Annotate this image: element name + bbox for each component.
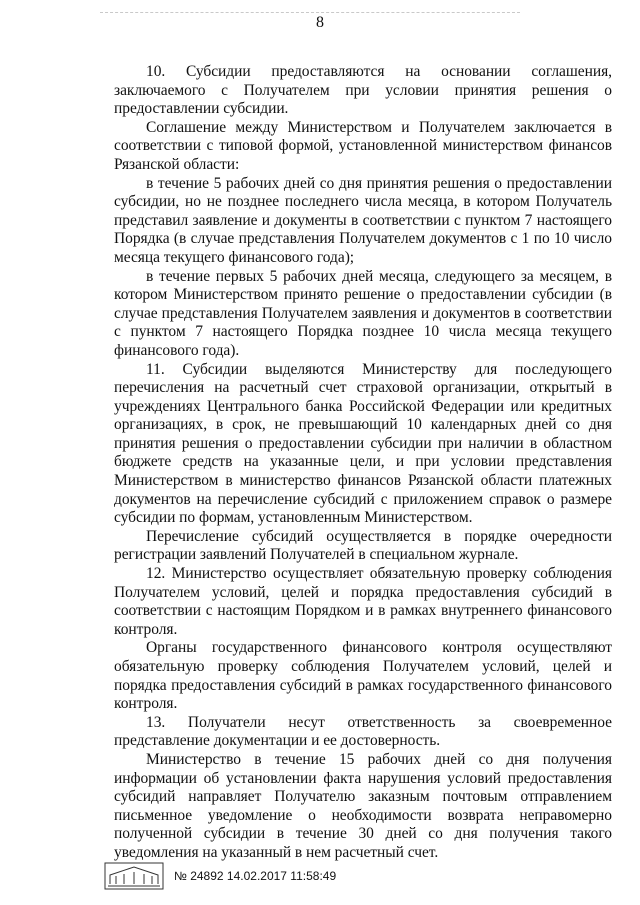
registration-footer xyxy=(104,862,336,890)
paragraph-return: Министерство в течение 15 рабочих дней со дня получения информации об установлении факта нарушения условий предоставления субсидий направляет Получателю заказным почтовым отправлением письменное уведомление о необходимости возврата неправомерно полученной субсидии в течение 30 дней со дня получения такого уведомления на указанный в нем расчетный счет. xyxy=(114,750,612,861)
paragraph-agreement: Соглашение между Министерством и Получателем заключается в соответствии с типовой формой, установленной министерством финансов Рязанской области: xyxy=(114,118,612,173)
paragraph-control: Органы государственного финансового контроля осуществляют обязательную проверку соблюдения Получателем условий, целей и порядка предоставления субсидий в рамках государственного финансового контроля. xyxy=(114,639,612,713)
paragraph-term-2: в течение первых 5 рабочих дней месяца, следующего за месяцем, в котором Министерством принято решение о предоставлении субсидии (в случае представления Получателем заявления и документов в соответствии с пунктом 7 настоящего Порядка позднее 10 числа месяца текущего финансового года). xyxy=(114,267,612,359)
paragraph-13: 13. Получатели несут ответственность за своевременное представление документации и ее достоверность. xyxy=(114,713,612,750)
paragraph-term-1: в течение 5 рабочих дней со дня принятия решения о предоставлении субсидии, но не позднее последнего числа месяца, в котором Получатель представил заявление и документы в соответствии с пунктом 7 настоящего Порядка (в случае представления Получателем документов с 1 по 10 число месяца текущего финансового года); xyxy=(114,174,612,266)
building-stamp-icon xyxy=(104,862,164,890)
paragraph-11: 11. Субсидии выделяются Министерству для последующего перечисления на расчетный счет страховой организации, открытый в учреждениях Центрального банка Российской Федерации или кредитных организациях, в срок, не превышающий 10 календарных дней со дня принятия решения о предоставлении субсидии при наличии в областном бюджете средств на указанные цели, и при условии представления Министерством в министерство финансов Рязанской области платежных документов на перечисление субсидий с приложением справок о размере субсидии по формам, установленным Министерством. xyxy=(114,360,612,527)
paragraph-transfer: Перечисление субсидий осуществляется в порядке очередности регистрации заявлений Получателей в специальном журнале. xyxy=(114,527,612,564)
page-number: 8 xyxy=(316,14,324,31)
paragraph-10: 10. Субсидии предоставляются на основании соглашения, заключаемого с Получателем при условии принятия решения о предоставлении субсидии. xyxy=(114,63,612,118)
paragraph-12: 12. Министерство осуществляет обязательную проверку соблюдения Получателем условий, целей и порядка предоставления субсидий в соответствии с настоящим Порядком и в рамках внутреннего финансового контроля. xyxy=(114,565,612,638)
registry-number: № 24892 14.02.2017 11:58:49 xyxy=(174,869,337,883)
document-body xyxy=(114,63,612,863)
